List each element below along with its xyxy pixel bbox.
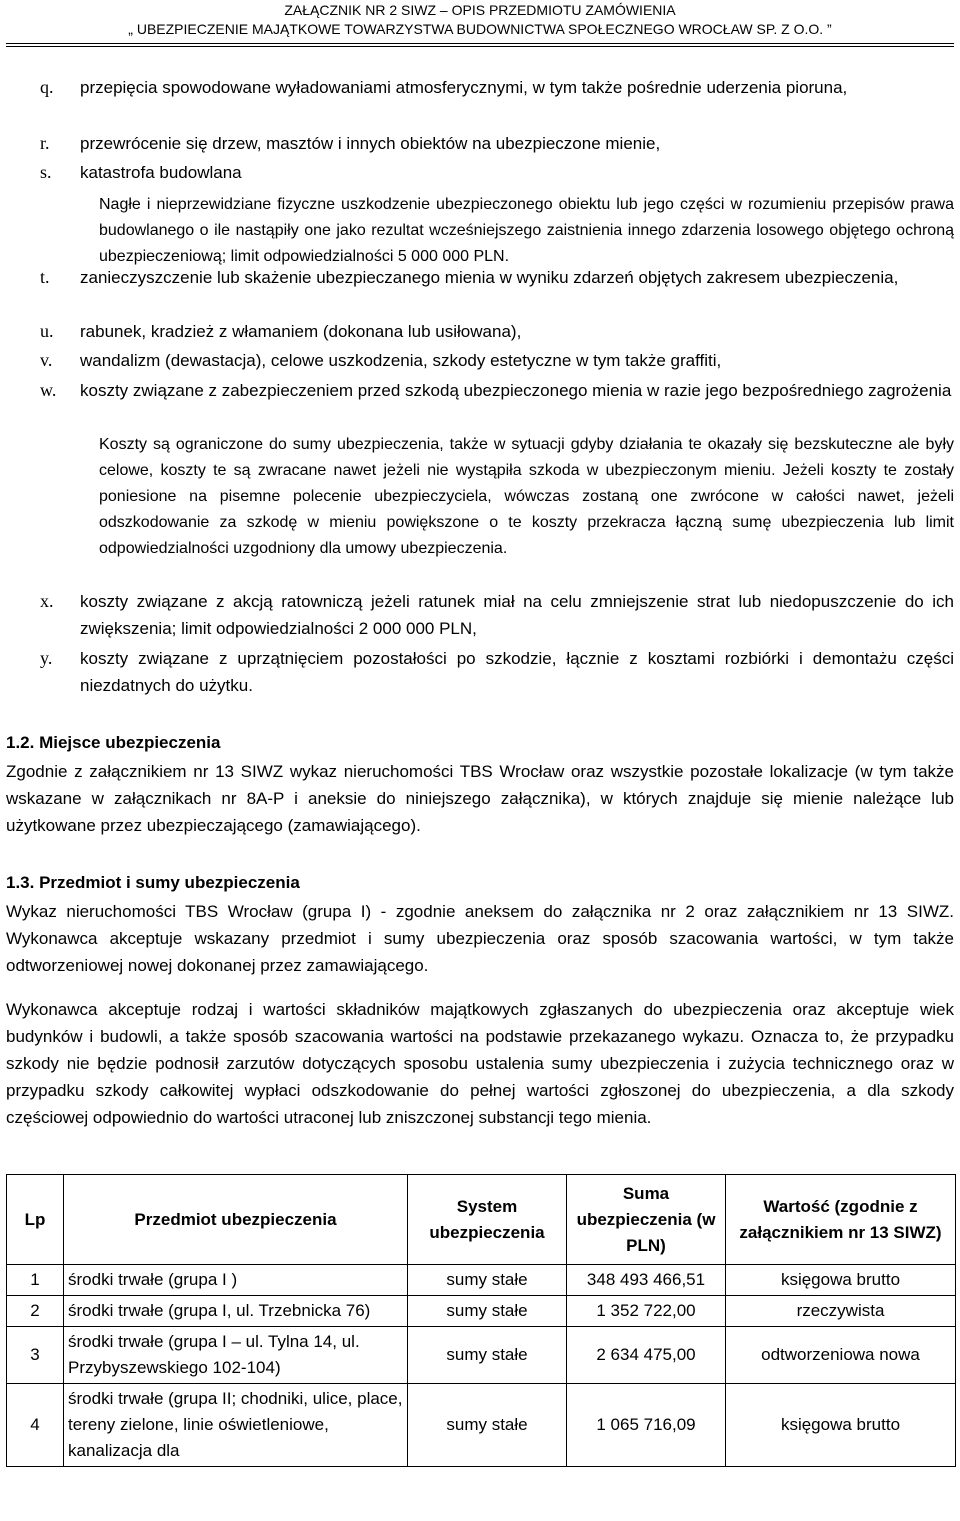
list-item-text: zanieczyszczenie lub skażenie ubezpieczanego mienia w wyniku zdarzeń objętych zakresem ubezpieczenia, [80, 268, 899, 287]
table-header-row [7, 1175, 956, 1265]
document-header-title: ZAŁĄCZNIK NR 2 SIWZ – OPIS PRZEDMIOTU ZAMÓWIENIA [284, 2, 676, 18]
list-item-text: wandalizm (dewastacja), celowe uszkodzenia, szkody estetyczne w tym także graffiti, [80, 351, 722, 370]
header-divider [6, 43, 954, 44]
cell-sum: 2 634 475,00 [567, 1327, 726, 1384]
list-marker: y. [40, 648, 53, 668]
table-row [7, 1327, 956, 1384]
list-item-text: koszty związane z uprzątnięciem pozostałości po szkodzie, łącznie z kosztami rozbiórki i demontażu części niezdatnych do użytku. [80, 649, 954, 695]
cell-lp: 1 [7, 1265, 64, 1296]
section-text-acceptance: Wykonawca akceptuje rodzaj i wartości składników majątkowych zgłaszanych do ubezpieczenia oraz akceptuje wiek budynków i budowli, a także sposób szacowania wartości na podstawie przekazanego wykazu. Oznacza to, że przypadku szkody nie będzie podnosił zarzutów dotyczących sposobu ustalenia sumy ubezpieczenia i zużycia technicznego oraz w przypadku szkody całkowitej wypłaci odszkodowanie do pełnej wartości zgłoszonej do ubezpieczenia, a dla szkody częściowej odpowiednio do wartości utraconej lub zniszczonej substancji tego mienia. [6, 1000, 954, 1127]
cell-system: sumy stałe [408, 1384, 567, 1467]
cell-subject: środki trwałe (grupa I, ul. Trzebnicka 76) [64, 1296, 408, 1327]
list-item-text: przepięcia spowodowane wyładowaniami atmosferycznymi, w tym także pośrednie uderzenia pioruna, [80, 78, 848, 97]
cell-sum: 1 352 722,00 [567, 1296, 726, 1327]
cell-sum: 348 493 466,51 [567, 1265, 726, 1296]
section-text-subject: Wykaz nieruchomości TBS Wrocław (grupa I) - zgodnie aneksem do załącznika nr 2 oraz załącznikiem nr 13 SIWZ. Wykonawca akceptuje wskazany przedmiot i sumy ubezpieczenia oraz sposób szacowania wartości, w tym także odtworzeniowej nowej dokonanej przez zamawiającego. [6, 902, 954, 975]
cell-value: księgowa brutto [726, 1384, 956, 1467]
cell-lp: 4 [7, 1384, 64, 1467]
cell-system: sumy stałe [408, 1265, 567, 1296]
list-marker: r. [40, 133, 50, 153]
header-divider-second [6, 46, 954, 47]
document-header-subtitle: „ UBEZPIECZENIE MAJĄTKOWE TOWARZYSTWA BUDOWNICTWA SPOŁECZNEGO WROCŁAW SP. Z O.O. ” [128, 21, 832, 37]
list-marker: s. [40, 162, 52, 182]
list-item-text: koszty związane z akcją ratowniczą jeżeli ratunek miał na celu zmniejszenie strat lub niedopuszczenie do ich zwiększenia; limit odpowiedzialności 2 000 000 PLN, [80, 592, 954, 638]
list-marker: v. [40, 350, 53, 370]
list-marker: q. [40, 77, 54, 97]
column-header-value: Wartość (zgodnie z załącznikiem nr 13 SIWZ) [726, 1175, 956, 1265]
cell-system: sumy stałe [408, 1327, 567, 1384]
list-marker: w. [40, 380, 57, 400]
cell-subject: środki trwałe (grupa II; chodniki, ulice, place, tereny zielone, linie oświetleniowe, kanalizacja dla [64, 1384, 408, 1467]
cell-system: sumy stałe [408, 1296, 567, 1327]
cell-lp: 3 [7, 1327, 64, 1384]
list-item-text: przewrócenie się drzew, masztów i innych obiektów na ubezpieczone mienie, [80, 134, 661, 153]
table-row [7, 1265, 956, 1296]
section-text-location: Zgodnie z załącznikiem nr 13 SIWZ wykaz nieruchomości TBS Wrocław oraz wszystkie pozostałe lokalizacje (w tym także wskazane w załącznikach nr 8A-P i aneksie do niniejszego załącznika), w których znajduje się mienie należące lub użytkowane przez ubezpieczającego (zamawiającego). [6, 762, 954, 835]
cell-lp: 2 [7, 1296, 64, 1327]
section-heading-subject: 1.3. Przedmiot i sumy ubezpieczenia [6, 873, 300, 892]
table-row [7, 1296, 956, 1327]
cell-sum: 1 065 716,09 [567, 1384, 726, 1467]
list-item-text: katastrofa budowlana [80, 163, 242, 182]
list-item-text: rabunek, kradzież z włamaniem (dokonana lub usiłowana), [80, 322, 522, 341]
cell-subject: środki trwałe (grupa I – ul. Tylna 14, ul. Przybyszewskiego 102-104) [64, 1327, 408, 1384]
section-heading-location: 1.2. Miejsce ubezpieczenia [6, 733, 221, 752]
cell-value: księgowa brutto [726, 1265, 956, 1296]
column-header-sum: Suma ubezpieczenia (w PLN) [567, 1175, 726, 1265]
cell-value: rzeczywista [726, 1296, 956, 1327]
note-construction-disaster: Nagłe i nieprzewidziane fizyczne uszkodzenie ubezpieczonego obiektu lub jego części w rozumieniu przepisów prawa budowlanego o ile nastąpiły one jako rezultat wcześniejszego zaistnienia innego zdarzenia losowego objętego ochroną ubezpieczeniową; limit odpowiedzialności 5 000 000 PLN. [99, 196, 954, 265]
column-header-subject: Przedmiot ubezpieczenia [64, 1175, 408, 1265]
column-header-system: System ubezpieczenia [408, 1175, 567, 1265]
insurance-table [6, 1174, 956, 1467]
list-marker: t. [40, 267, 50, 287]
cell-subject: środki trwałe (grupa I ) [64, 1265, 408, 1296]
note-protection-costs: Koszty są ograniczone do sumy ubezpieczenia, także w sytuacji gdyby działania te okazały się bezskuteczne ale były celowe, koszty te są zwracane nawet jeżeli nie wystąpiła szkoda w ubezpieczonym mieniu. Jeżeli koszty te zostały poniesione na pisemne polecenie ubezpieczyciela, wówczas zostaną one zwrócone w całości nawet, jeżeli odszkodowanie za szkodę w mieniu powiększone o te koszty przekracza łączną sumę ubezpieczenia lub limit odpowiedzialności uzgodniony dla umowy ubezpieczenia. [99, 436, 954, 557]
list-marker: x. [40, 591, 54, 611]
column-header-lp: Lp [7, 1175, 64, 1265]
list-item-text: koszty związane z zabezpieczeniem przed szkodą ubezpieczonego mienia w razie jego bezpośredniego zagrożenia [80, 381, 952, 400]
list-marker: u. [40, 321, 54, 341]
table-row [7, 1384, 956, 1467]
cell-value: odtworzeniowa nowa [726, 1327, 956, 1384]
